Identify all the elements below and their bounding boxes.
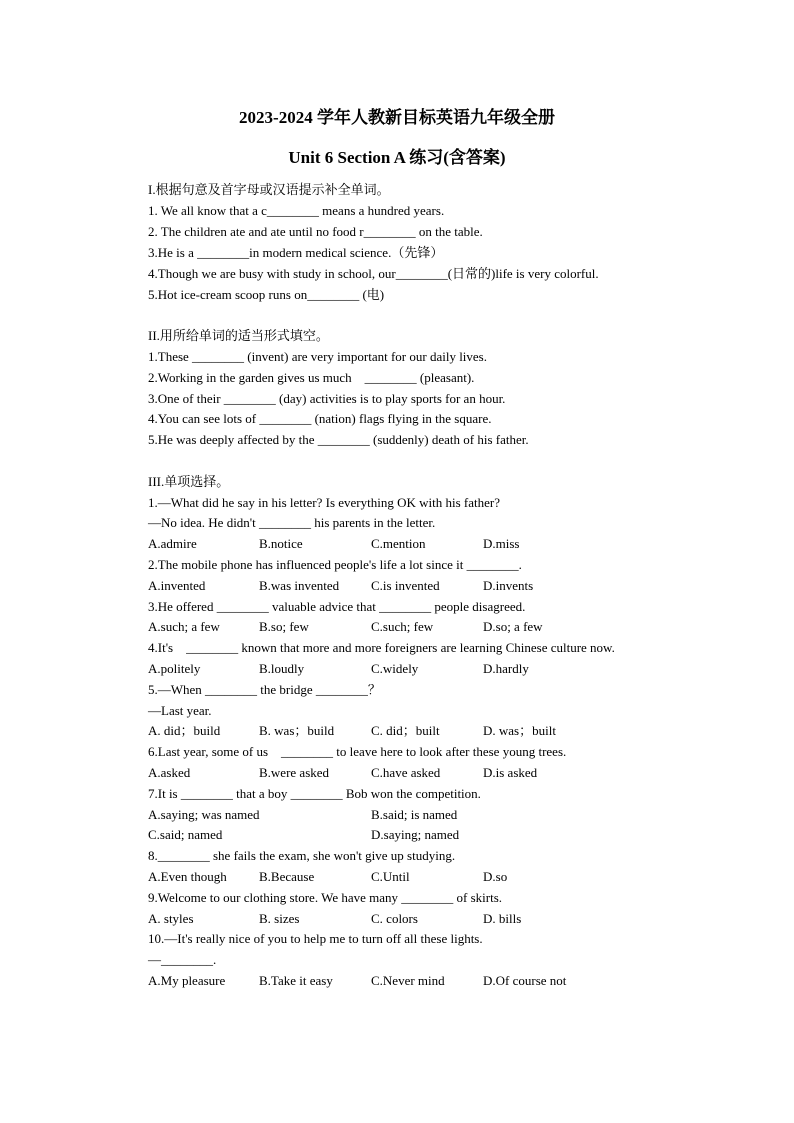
option-a: A.My pleasure [148,973,226,988]
section-3-heading: III.单项选择。 [148,474,230,489]
option-a: A.saying; was named [148,807,260,822]
section-2-item: 3.One of their ________ (day) activities is to play sports for an hour. [148,391,506,406]
option-b: B. was；build [259,723,335,738]
option-d: D.Of course not [483,973,567,988]
section-1-item: 2. The children ate and ate until no food r________ on the table. [148,224,483,239]
option-b: B.loudly [259,661,305,676]
option-b: B.was invented [259,578,340,593]
question-stem: 7.It is ________ that a boy ________ Bob won the competition. [148,786,481,801]
question-stem: —No idea. He didn't ________ his parents in the letter. [148,515,436,530]
question-stem: 1.—What did he say in his letter? Is everything OK with his father? [148,495,500,510]
section-1-heading: I.根据句意及首字母或汉语提示补全单词。 [148,182,390,197]
section-2-item: 2.Working in the garden gives us much ________ (pleasant). [148,370,475,385]
question-stem: 8.________ she fails the exam, she won't give up studying. [148,848,456,863]
option-a: A. did；build [148,723,221,738]
option-d: D.miss [483,536,520,551]
option-a: A.Even though [148,869,227,884]
option-c: C.have asked [371,765,441,780]
option-b: B.so; few [259,619,309,634]
section-2-item: 4.You can see lots of ________ (nation) flags flying in the square. [148,411,492,426]
option-c: C.Until [371,869,410,884]
document-subtitle: Unit 6 Section A 练习(含答案) [288,148,506,167]
question-stem: 10.—It's really nice of you to help me to turn off all these lights. [148,931,483,946]
question-stem: 4.It's ________ known that more and more foreigners are learning Chinese culture now. [148,640,615,655]
option-c: C.such; few [371,619,434,634]
option-a: A. styles [148,911,194,926]
option-b: B.said; is named [371,807,458,822]
option-c: C.is invented [371,578,440,593]
option-c: C. colors [371,911,418,926]
option-a: A.admire [148,536,197,551]
question-stem: 9.Welcome to our clothing store. We have many ________ of skirts. [148,890,503,905]
option-d: D.so [483,869,508,884]
option-d: D.hardly [483,661,529,676]
option-c: C. did；built [371,723,440,738]
section-1-item: 1. We all know that a c________ means a hundred years. [148,203,445,218]
option-b: B.Because [259,869,315,884]
option-d: D.is asked [483,765,538,780]
option-d: D.so; a few [483,619,543,634]
option-d: D. bills [483,911,522,926]
option-a: A.politely [148,661,201,676]
option-c: C.widely [371,661,419,676]
question-stem: 2.The mobile phone has influenced people's life a lot since it ________. [148,557,522,572]
question-stem: —________. [148,952,217,967]
option-b: B.notice [259,536,303,551]
question-stem: 6.Last year, some of us ________ to leave here to look after these young trees. [148,744,567,759]
section-1-item: 4.Though we are busy with study in school, our________(日常的)life is very colorful. [148,266,599,281]
section-1-item: 3.He is a ________in modern medical science.（先锋） [148,245,444,260]
option-a: A.asked [148,765,191,780]
section-2-item: 5.He was deeply affected by the ________ (suddenly) death of his father. [148,432,529,447]
section-2-item: 1.These ________ (invent) are very important for our daily lives. [148,349,487,364]
document-title: 2023-2024 学年人教新目标英语九年级全册 [239,108,555,127]
option-b: B.Take it easy [259,973,333,988]
option-a: A.invented [148,578,206,593]
option-d: D. was；built [483,723,556,738]
question-stem: 5.—When ________ the bridge ________？ [148,682,381,697]
question-stem: —Last year. [148,703,212,718]
option-b: B.were asked [259,765,330,780]
section-2-heading: II.用所给单词的适当形式填空。 [148,328,329,343]
option-d: D.invents [483,578,534,593]
option-a: A.such; a few [148,619,220,634]
question-stem: 3.He offered ________ valuable advice that ________ people disagreed. [148,599,526,614]
option-c: C.mention [371,536,426,551]
section-1-item: 5.Hot ice-cream scoop runs on________ (电) [148,287,385,302]
option-c: C.said; named [148,827,223,842]
option-b: B. sizes [259,911,300,926]
option-d: D.saying; named [371,827,460,842]
option-c: C.Never mind [371,973,445,988]
